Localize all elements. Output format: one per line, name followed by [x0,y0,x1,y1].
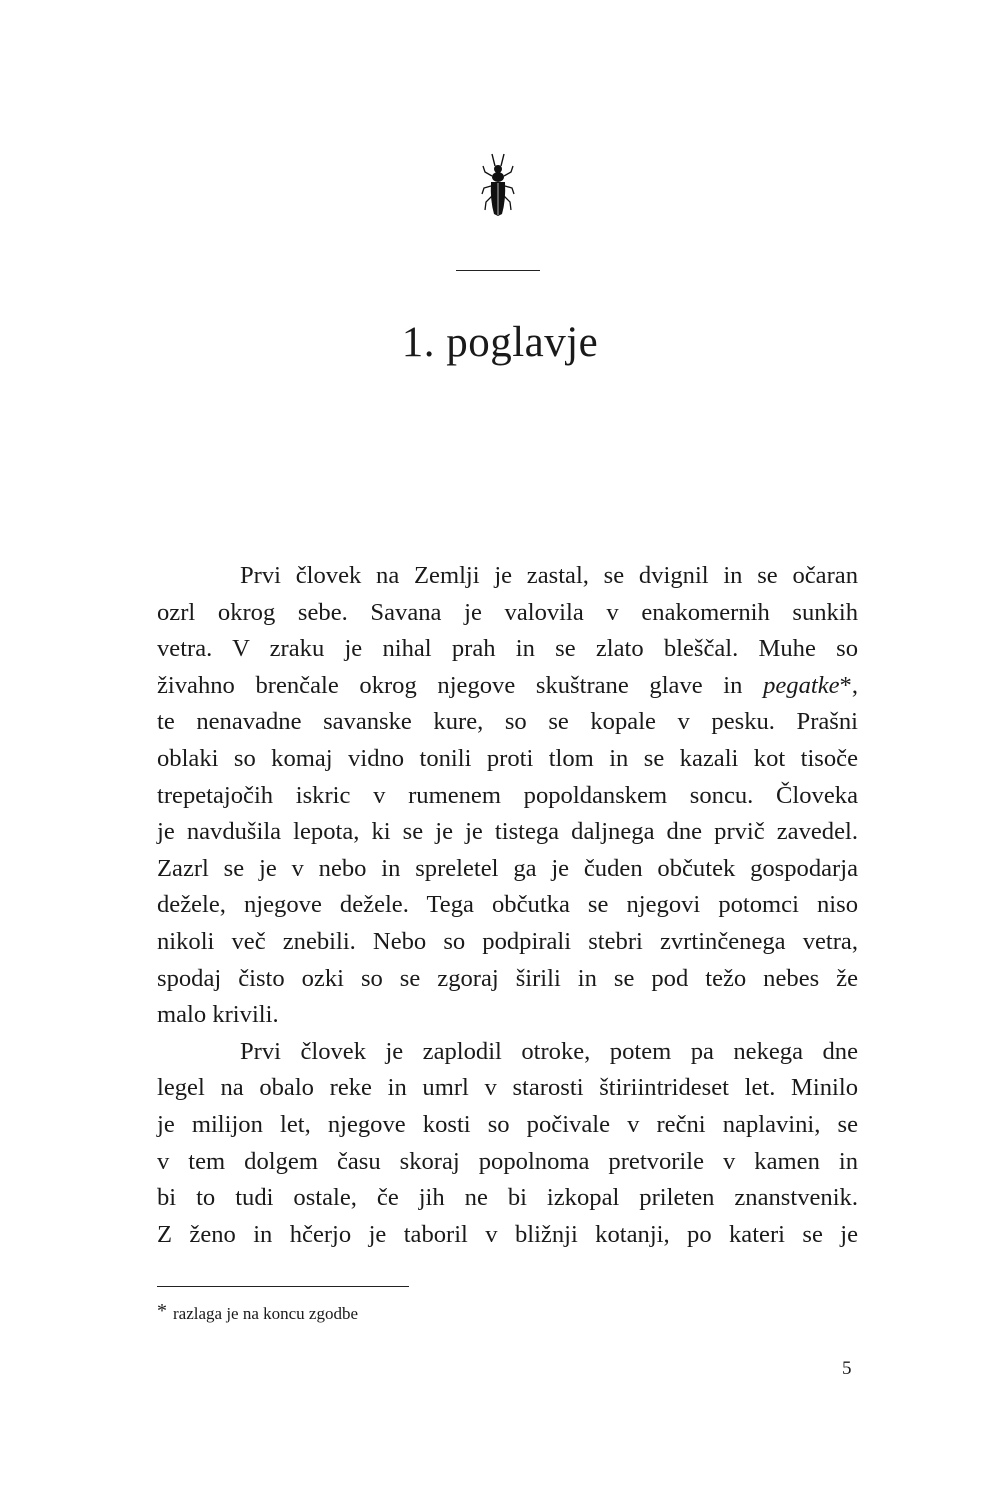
text-line: vetra. V zraku je nihal prah in se zlato bleščal. Muhe so [157,635,858,663]
text-line: oblaki so komaj vidno tonili proti tlom in se kazali kot tisoče [157,744,858,772]
body-text [157,558,858,1253]
text-line: je milijon let, njegove kosti so počivale v rečni naplavini, se [157,1110,858,1138]
footnote-ref: *, [839,671,858,699]
text-line: nikoli več znebili. Nebo so podpirali stebri zvrtinčenega vetra, [157,927,858,955]
footnote-marker: * [157,1300,167,1322]
text-line: v tem dolgem času skoraj popolnoma pretvorile v kamen in [157,1147,858,1175]
footnote [157,1300,358,1324]
page-number: 5 [842,1358,852,1379]
text-line: spodaj čisto ozki so se zgoraj širili in se pod težo nebes že [157,964,858,992]
text-line: trepetajočih iskric v rumenem popoldanskem soncu. Človeka [157,781,858,809]
text-line: je navdušila lepota, ki se je je tistega daljnega dne prvič zavedel. [157,818,858,846]
emphasis-word: pegatke [763,671,840,699]
text-line: te nenavadne savanske kure, so se kopale v pesku. Prašni [157,708,858,736]
text-line: Zazrl se je v nebo in spreletel ga je čuden občutek gospodarja [157,854,858,882]
text-line: dežele, njegove dežele. Tega občutka se njegovi potomci niso [157,891,858,919]
beetle-icon [478,152,518,222]
text-line: legel na obalo reke in umrl v starosti štiriintrideset let. Minilo [157,1074,858,1102]
text-line: bi to tudi ostale, če jih ne bi izkopal prileten znanstvenik. [157,1184,858,1212]
text-segment: živahno brenčale okrog njegove skuštrane glave in [157,671,764,699]
chapter-title: 1. poglavje [401,319,599,366]
paragraph-2 [157,1034,858,1254]
text-line-with-emphasis [157,668,858,705]
paragraph-1 [157,558,858,1034]
text-line: Z ženo in hčerjo je taboril v bližnji kotanji, po kateri se je [157,1220,858,1248]
text-line: Prvi človek je zaplodil otroke, potem pa nekega dne [240,1037,858,1065]
title-divider [456,270,540,271]
footnote-divider [157,1286,409,1287]
footnote-text: razlaga je na koncu zgodbe [173,1304,359,1323]
text-line: ozrl okrog sebe. Savana je valovila v enakomernih sunkih [157,598,858,626]
text-line: malo krivili. [157,1001,279,1029]
text-line: Prvi človek na Zemlji je zastal, se dvignil in se očaran [240,562,858,589]
